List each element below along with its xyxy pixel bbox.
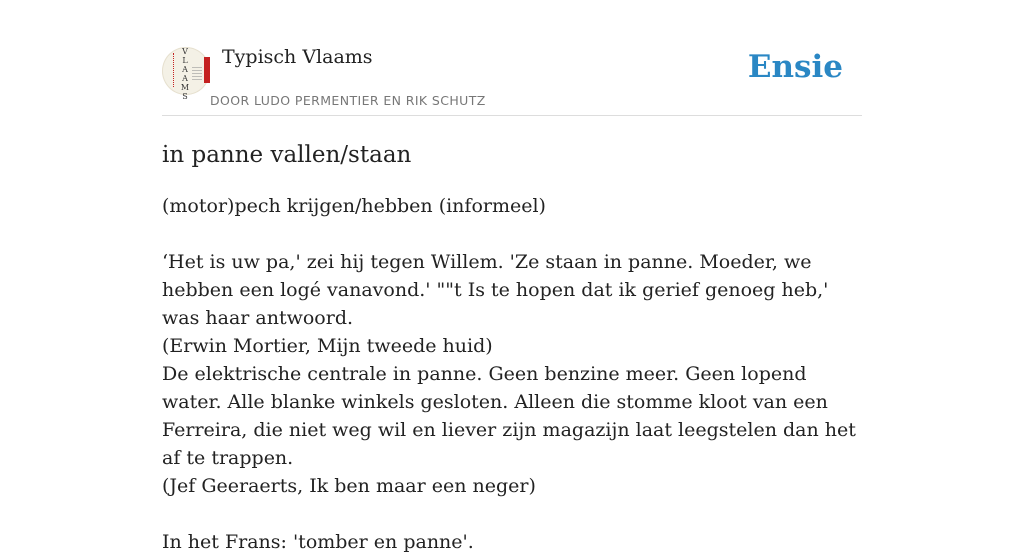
logo-letters: V L A A M S	[180, 47, 190, 101]
entry-definition: (motor)pech krijgen/hebben (informeel)	[162, 195, 546, 217]
logo-dotted-line	[173, 53, 176, 87]
dictionary-byline: DOOR LUDO PERMENTIER EN RIK SCHUTZ	[210, 93, 486, 108]
example-source: (Erwin Mortier, Mijn tweede huid)	[162, 335, 493, 357]
entry-term: in panne vallen/staan	[162, 142, 412, 168]
ensie-brand-link[interactable]: Ensie	[747, 49, 843, 85]
typisch-vlaams-logo-icon[interactable]	[162, 47, 210, 101]
example-source: (Jef Geeraerts, Ik ben maar een neger)	[162, 475, 536, 497]
site-header	[162, 44, 862, 116]
entry-note: In het Frans: 'tomber en panne'.	[162, 531, 474, 553]
example-quote: ‘Het is uw pa,' zei hij tegen Willem. 'Ze staan in panne. Moeder, we hebben een logé vanavond.' ""t Is te hopen dat ik gerief genoeg heb,' was haar antwoord.	[162, 251, 829, 329]
logo-red-bar	[204, 57, 210, 83]
dictionary-entry	[162, 140, 862, 556]
entry-examples	[162, 248, 862, 500]
logo-text-lines	[192, 67, 202, 81]
example-quote: De elektrische centrale in panne. Geen benzine meer. Geen lopend water. Alle blanke winkels gesloten. Alleen die stomme kloot van een Ferreira, die niet weg wil en liever zijn magazijn laat leegstelen dan het af te trappen.	[162, 363, 856, 469]
dictionary-title[interactable]: Typisch Vlaams	[222, 46, 373, 68]
